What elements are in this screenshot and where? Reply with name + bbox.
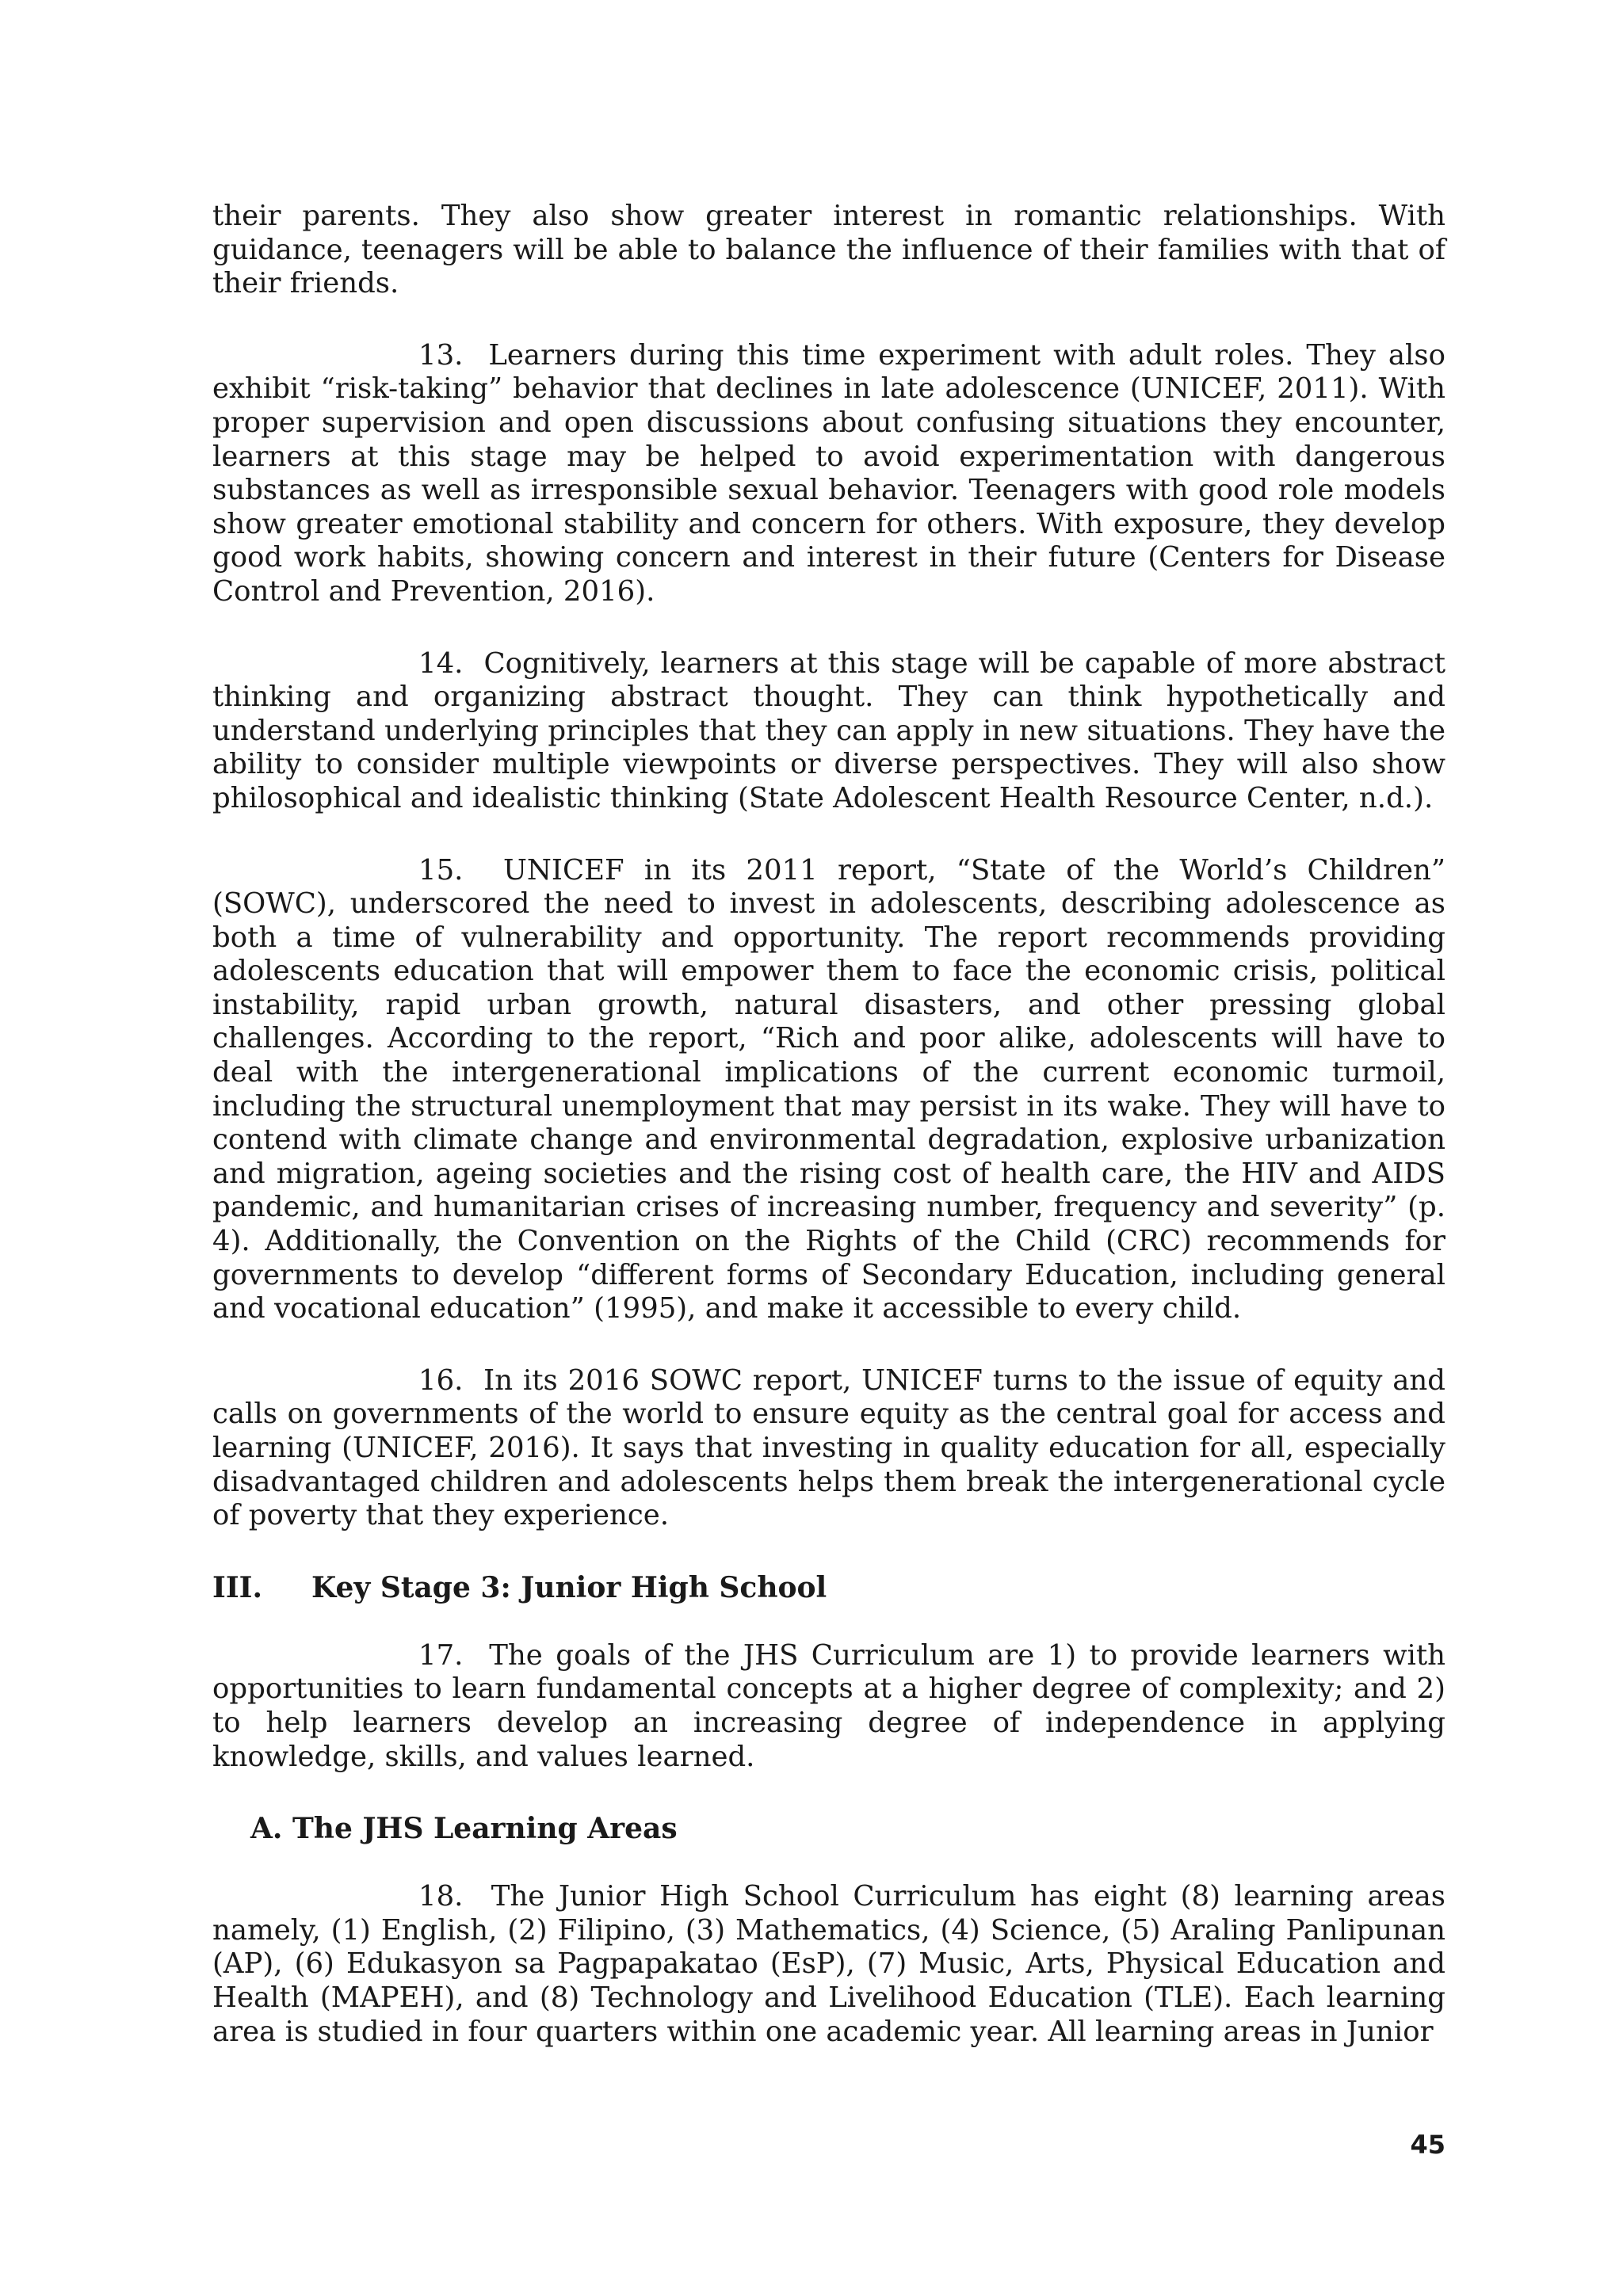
page-number: 45: [1410, 2130, 1445, 2160]
paragraph-text: Learners during this time experiment with adult roles. They also exhibit “risk-taking” behavior that declines in late adolescence (UNICEF, 2011). With proper supervision and open discussions about confusing situations they encounter, learners at this stage may be helped to avoid experimentation with dangerous substances as well as irresponsible sexual behavior. Teenagers with good role models show greater emotional stability and concern for others. With exposure, they develop good work habits, showing concern and interest in their future (Centers for Disease Control and Prevention, 2016).: [212, 338, 1445, 608]
paragraph-number: 16.: [418, 1363, 464, 1397]
paragraph-13: [212, 339, 1445, 609]
paragraph-text: The goals of the JHS Curriculum are 1) to provide learners with opportunities to learn fundamental concepts at a higher degree of complexity; and 2) to help learners develop an increasing degree of independence in applying knowledge, skills, and values learned.: [212, 1638, 1445, 1773]
section-title: Key Stage 3: Junior High School: [311, 1570, 827, 1604]
paragraph-text: UNICEF in its 2011 report, “State of the World’s Children” (SOWC), underscored the need to invest in adolescents, describing adolescence as both a time of vulnerability and opportunity. The report recommends providing adolescents education that will empower them to face the economic crisis, political instability, rapid urban growth, natural disasters, and other pressing global challenges. According to the report, “Rich and poor alike, adolescents will have to deal with the intergenerational implications of the current economic turmoil, including the structural unemployment that may persist in its wake. They will have to contend with climate change and environmental degradation, explosive urbanization and migration, ageing societies and the rising cost of health care, the HIV and AIDS pandemic, and humanitarian crises of increasing number, frequency and severity” (p. 4). Additionally, the Convention on the Rights of the Child (CRC) recommends for governments to develop “different forms of Secondary Education, including general and vocational education” (1995), and make it accessible to every child.: [212, 853, 1445, 1325]
paragraph-number: 13.: [418, 338, 464, 372]
paragraph-number: 14.: [418, 646, 464, 680]
paragraph-17: [212, 1639, 1445, 1774]
paragraph-number: 18.: [418, 1880, 464, 1913]
paragraph-16: [212, 1364, 1445, 1533]
paragraph-text: The Junior High School Curriculum has eight (8) learning areas namely, (1) English, (2) Filipino, (3) Mathematics, (4) Science, (5) Araling Panlipunan (AP), (6) Edukasyon sa Pagpapakatao (EsP), (7) Music, Arts, Physical Education and Health (MAPEH), and (8) Technology and Livelihood Education (TLE). Each learning area is studied in four quarters within one academic year. All learning areas in Junior: [212, 1880, 1445, 2048]
paragraph-number: 15.: [418, 853, 464, 887]
section-numeral: III.: [212, 1570, 263, 1604]
paragraph-14: [212, 647, 1445, 816]
paragraph-18: [212, 1880, 1445, 2049]
paragraph-15: [212, 854, 1445, 1326]
paragraph-number: 17.: [418, 1638, 464, 1672]
paragraph-text: Cognitively, learners at this stage will be capable of more abstract thinking and organizing abstract thought. They can think hypothetically and understand underlying principles that they can apply in new situations. They have the ability to consider multiple viewpoints or diverse perspectives. They will also show philosophical and idealistic thinking (State Adolescent Health Resource Center, n.d.).: [212, 646, 1445, 814]
paragraph-text: In its 2016 SOWC report, UNICEF turns to the issue of equity and calls on governments of the world to ensure equity as the central goal for access and learning (UNICEF, 2016). It says that investing in quality education for all, especially disadvantaged children and adolescents helps them break the intergenerational cycle of poverty that they experience.: [212, 1363, 1445, 1532]
subsection-heading: A. The JHS Learning Areas: [250, 1812, 678, 1846]
document-page: [212, 200, 1445, 2087]
paragraph-12-continued: their parents. They also show greater interest in romantic relationships. With guidance, teenagers will be able to balance the influence of their families with that of their friends.: [212, 200, 1445, 300]
section-heading: [212, 1571, 1445, 1604]
